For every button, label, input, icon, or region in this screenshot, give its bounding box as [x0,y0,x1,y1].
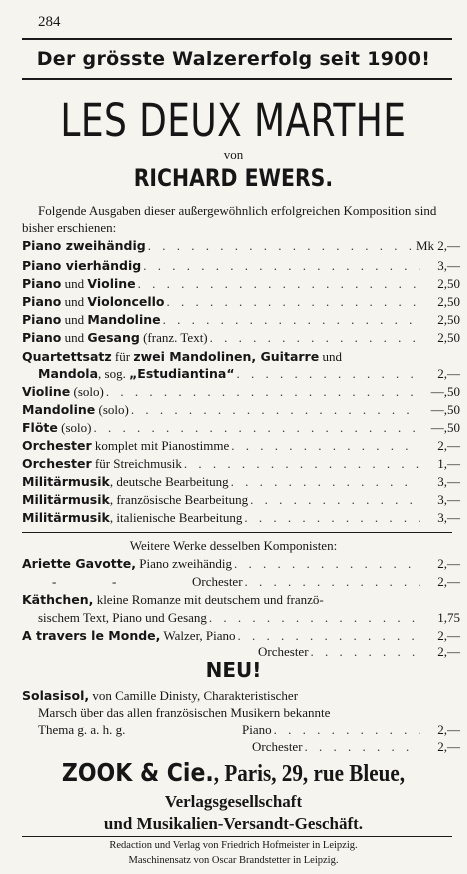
edition-row: Piano und Violine . . . 2,50 [22,276,460,292]
new-heading: NEU! [205,658,262,682]
work-row-ariette: Ariette Gavotte, Piano zweihändig . . . 2,— [22,556,460,572]
edition-row: Militärmusik, deutsche Bearbeitung . . . 3,— [22,474,460,490]
imprint-line-1: Redaction und Verlag von Friedrich Hofmeister in Leipzig. [109,840,358,851]
work-title: LES DEUX MARTHE [60,94,407,147]
solasisol-line-2: Marsch über das allen französischen Musikern bekannte [38,705,331,720]
imprint-line-2: Maschinensatz von Oscar Brandstetter in Leipzig. [128,855,339,866]
publisher-line-3: und Musikalien-Versandt-Geschäft. [103,814,364,833]
work-row-ariette-orchester: Orchester . . . 2,— [192,574,460,590]
solasisol-row-orchester: Orchester . . . 2,— [252,739,460,755]
edition-row: Piano und Gesang (franz. Text) . . . 2,50 [22,330,460,346]
solasisol-row-piano: Piano . . . 2,— [242,722,460,738]
edition-row: Militärmusik, italienische Bearbeitung . . . 3,— [22,510,460,526]
ariette-dash-2: - [112,574,117,589]
edition-row: Piano vierhändig . . . 3,— [22,258,460,274]
ariette-dash-1: - [52,574,57,589]
work-row-travers: A travers le Monde, Walzer, Piano . . . 2,— [22,628,460,644]
headline: Der grösste Walzererfolg seit 1900! [36,48,431,70]
edition-row: Piano zweihändig . . . Mk 2,— [22,238,460,254]
solasisol-line-1: Solasisol, von Camille Dinisty, Charakteristischer [22,688,299,703]
edition-row: Orchester für Streichmusik . . . 1,— [22,456,460,472]
work-row-kaethchen: sischem Text, Piano und Gesang . . . 1,75 [38,610,460,626]
top-rule [22,38,452,40]
composer-name: RICHARD EWERS. [133,164,334,192]
work-kaethchen-line-1: Käthchen, kleine Romanze mit deutschem und franzö- [22,592,324,607]
work-row-travers-orchester: Orchester . . . 2,— [258,644,460,660]
publisher-line-2: Verlagsgesellschaft [164,792,303,811]
headline-rule [22,78,452,80]
edition-row: Mandoline (solo) . . . —,50 [22,402,460,418]
edition-row: Violine (solo) . . . —,50 [22,384,460,400]
edition-row: Flöte (solo) . . . —,50 [22,420,460,436]
intro-text: Folgende Ausgaben dieser außergewöhnlich erfolgreichen Komposition sind bisher erschienen: [22,203,437,235]
edition-row: Militärmusik, französische Bearbeitung . . . 3,— [22,492,460,508]
solasisol-line-3: Thema g. a. h. g. [38,722,126,737]
edition-row: Orchester komplet mit Pianostimme . . . 2,— [22,438,460,454]
imprint-rule [22,836,452,837]
edition-row: Piano und Violoncello . . . 2,50 [22,294,460,310]
section-rule [22,532,452,533]
publisher-name: ZOOK & Cie., Paris, 29, rue Bleue, [61,758,405,787]
edition-row: Piano und Mandoline . . . 2,50 [22,312,460,328]
quartett-line-2: Mandola, sog. „Estudiantina“ . . . 2,— [38,366,460,382]
by-label: von [223,147,244,162]
further-works-heading: Weitere Werke desselben Komponisten: [129,538,338,553]
page-number: 284 [38,14,61,30]
quartett-line-1: Quartettsatz für zwei Mandolinen, Guitarre und [22,349,342,364]
